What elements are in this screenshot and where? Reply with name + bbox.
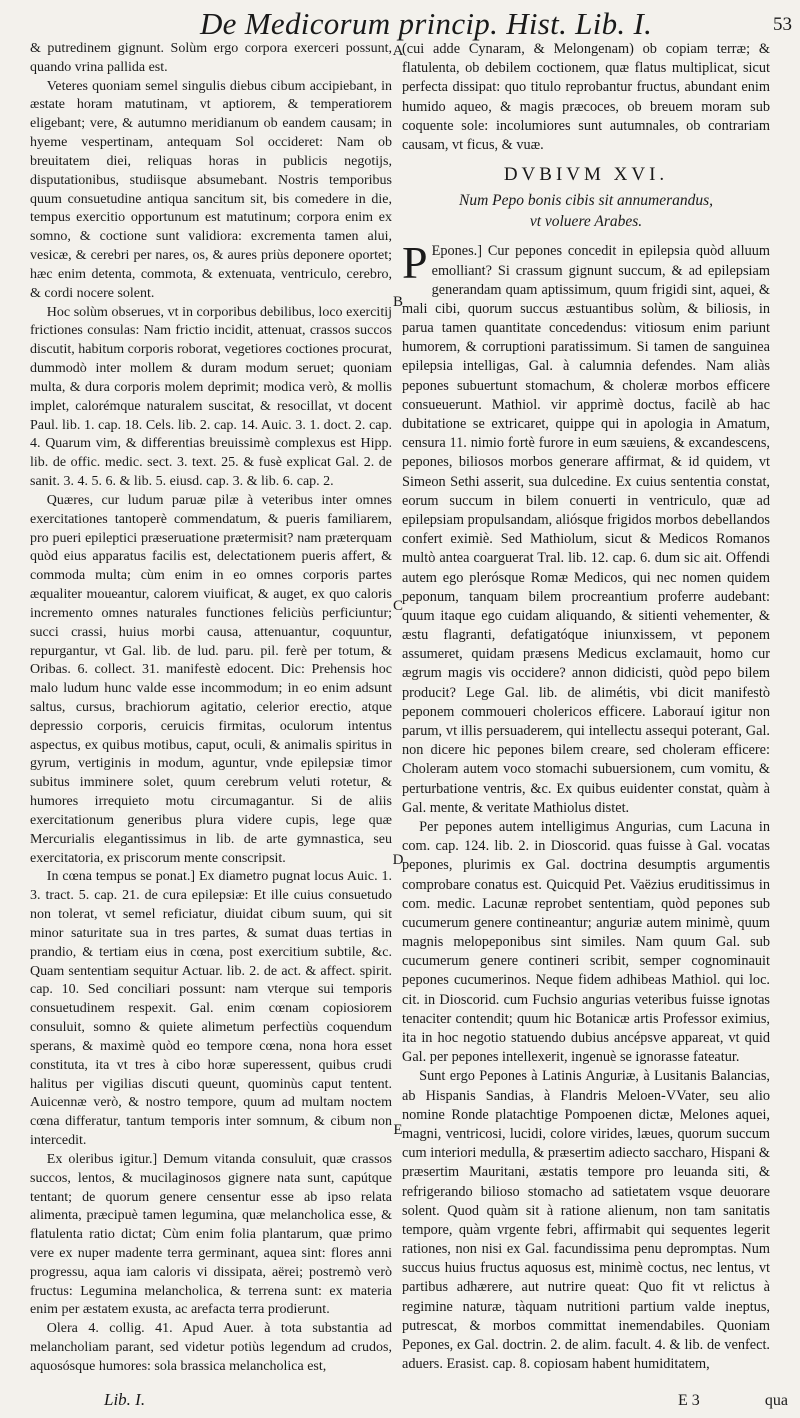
paragraph: Sunt ergo Pepones à Latinis Anguriæ, à Lusitanis Balancias, ab Hispanis Sandias, à Flandris Meloen-VVater, seu alio nomine Ronde platachtige Pompoenen dictæ, Melones aquei, magni, ventricosi, lucidi, colore virides, læues, quorum succum cum interiori medulla, & præsertim adiecto saccharo, Hispani & præsertim Mauritani, æstatis tempore pro leuanda siti, & refrigerando bilioso stomacho ad satietatem vsque deuorare solent. Quod quàm sit à ratione alienum, non tam sanitatis tempore, quàm vrgente febri, affirmabit qui sequentes legerit rationes, non nisi ex Gal. facundissima penu depromptas. Num succus huius fructus aquosus est, minimè coctus, nec lentus, vt partibus adhærere, aut nutrire queat: Quo fit vt relictus à regimine naturæ, tàquam nutritioni partium valde ineptus, putrescat, & morbos committat inemendabiles. Quoniam Pepones, ex Gal. doctrin. 2. de alim. facult. 4. & lib. de venfect. aduers. Erasist. cap. 8. copiosam habent humiditatem, <box>402 1068 770 1373</box>
paragraph: & putredinem gignunt. Solùm ergo corpora exerceri possunt, quando vrina pallida est. <box>30 41 392 75</box>
question-line: Num Pepo bonis cibis sit annumerandus, <box>458 192 714 210</box>
margin-letter-a: A <box>392 43 404 59</box>
right-column <box>402 40 770 1374</box>
paragraph: Hoc solùm obserues, vt in corporibus debilibus, loco exercitij frictiones consulas: Nam frictio incidit, attenuat, crassos succos discutit, habitum corporis roborat, vegetiores coctiones procurat, dummodò inter mollem & duram modum seruet; quoniam multa, & dura corporis molem deprimit; modica verò, & mollis implet, calorémque naturalem suscitat, & resocillat, vt docent Paul. lib. 1. cap. 18. Cels. lib. 2. cap. 14. Auic. 3. 1. doct. 2. cap. 4. Quarum vim, & differentias breuissimè complexus est Hipp. lib. de offic. medic. sect. 3. text. 25. & fusè explicat Gal. 2. de sanit. 3. 4. 5. 6. & lib. 5. eiusd. cap. 3. & lib. 6. cap. 2. <box>30 304 392 490</box>
paragraph: Ex oleribus igitur.] Demum vitanda consuluit, quæ crassos succos, lentos, & mucilaginosos gignere nata sunt, capútque tentant; de quorum genere censentur esse ab ipso relata alimenta, præcipuè tamen legumina, quæ melancholica esse, & flatulenta ratio dictat; Cùm enim folia plantarum, quæ primo vere ex nuper madente terra germinant, aquea sint: flores anni progressu, aqua iam caloris vi dissipata, aërei; postremò verò fructus: Legumina melancholica, & terrena sunt: ex materia enim per æstatem exusta, ac arefacta terra prodierunt. <box>30 1151 392 1318</box>
page-number: 53 <box>773 14 792 35</box>
paragraph <box>402 237 770 818</box>
paragraph: Olera 4. collig. 41. Apud Auer. à tota substantia ad melancholiam parant, sed videtur potiùs legendum ad crudos, aquosósque humores: sola brassica melancholica est, <box>30 1321 392 1374</box>
margin-letter-e: E <box>393 1122 403 1138</box>
footer-book-label: Lib. I. <box>104 1390 146 1409</box>
margin-letter-c: C <box>392 598 403 614</box>
paragraph: (cui adde Cynaram, & Melongenam) ob copiam terræ; & flatulenta, ob debilem coctionem, quæ flatus multiplicat, sicut perfecta dissipat: quo titulo reprobantur fructus, abundant enim humido aqueo, & magis præcoces, ob breuem moram sub coquente sole: incolumiores sunt autumnales, ob contrariam causam, vt ficus, & vuæ. <box>402 41 770 153</box>
section-heading: DVBIVM XVI. <box>503 164 669 186</box>
margin-letter-b: B <box>392 294 403 310</box>
drop-cap: P <box>402 237 428 289</box>
paragraph: In cœna tempus se ponat.] Ex diametro pugnat locus Auic. 1. 3. tract. 5. cap. 21. de cura epilepsiæ: Et ille cuius consuetudo non tolerat, vt semel reficiatur, diuidat cibum suum, qui sit minor saturitate sua in tres partes, & sumat duas tertias in prandio, & tertiam eius in cœna, post exercitium subtile, &c. Quam sententiam sequitur Actuar. lib. 2. de act. & affect. spirit. cap. 10. Sed conciliari possunt: nam vterque sui temporis consuetudinem respexit. Gal. enim cœnam copiosiorem consuluit, somno & quiete alimetum perfectiùs coquendum sperans, & maximè quòd eo tempore cœna, nona hora esset constituta, ita vt tres à cibo horæ superessent, quibus crudi halitus per vigilias discuti queunt, quominùs caput tentent. Auicennæ verò, & nostro tempore, quum ad multam noctem cœna differatur, tantum temporis inter somnum, & cibum non intercedit. <box>30 869 392 1149</box>
question-line: vt voluere Arabes. <box>529 213 643 231</box>
paragraph: Veteres quoniam semel singulis diebus cibum accipiebant, in æstate horam matutinam, vt aptiorem, & temperatiorem eligebant; vere, & autumno meridianum ob eandem causam; in hyeme vespertinam, antequam Sol occideret: Nam ob breuitatem diei, reliquas horas in publicis negotijs, disputationibus, studiisque absumebant. Nostris temporibus quum consuetudine antiqua sancitum sit, bis comedere in die, tempus exercitio opportunum est matutinum; corpora enim ex somno, & coctione sunt validiora: excrementa tamen alui, vesicæ, & cerebri per nares, os, & aures priùs deponere oportet; hæc enim detenta, commota, & extenuata, ventriculo, cerebro, & cordi nocere solent. <box>30 78 392 301</box>
paragraph-text: Epones.] Cur pepones concedit in epilepsia quòd alluum emolliant? Si crassum gignunt succum, & ad epilepsiam generandam quam aptissimum, quum frigidi sint, aquei, & mali cibi, quorum succus æstuantibus solùm, & biliosis, in parua tamen quantitate concedendus: vitiosum enim pariunt humorem, & corruptioni paratissimum. Si tamen de sanguinea epilepsia intelligas, Gal. à calumnia defendes. Nam aliàs pepones subuertunt stomachum, & choleræ morbos efficere consueuerunt. Mathiol. vir apprimè doctus, facilè ab hac dubitatione se extricaret, quippe qui in apologia in Amatum, censura 11. nimio fortè furore in eum sæuiens, & excandescens, pepones, biliosos morbos generare affirmat, & id quidem, vt Simeon Sethi asserit, sua dulcedine. Ex cuius sententia constat, eorum succum in bilem conuerti in ventriculo, quæ ad epilepsiam propulsandam, aliósque frigidos morbos debellandos confert eximiè. Sed Mathiolum, sicut & Medicos Romanos multò antea coarguerat Tral. lib. 12. cap. 6. dum sic ait. Offendi autem ego plerósque Romæ Medicos, qui nec nomen quidem peponum, tanquam bilem procreantium proferre audebant: quum itaque ego cuidam aliquando, & sitienti vehementer, & æstu flagranti, defatigatóque iniunxissem, vt peponem assumeret, quidam præsens Medicus exclamauit, homo cur ægrum magis vis occidere? annon didicisti, quòd pepo bilem producit? Lege Gal. lib. de alimétis, vbi dicit manifestò peponem commoueri cholericos efficere. Laborauí igitur non parum, vt illis persuaderem, qui intellectu assequi poterant, Gal. non dicere hic pepones bilem creare, sed choleram efficere: Choleram autem voco stomachi subuersionem, cum vomitu, & perturbatione ventris, &c. Ex quibus euidenter constat, quàm à Gal. mente, & veritate Mathiolus distet. <box>402 243 770 816</box>
margin-letter-d: D <box>392 852 404 868</box>
running-title: De Medicorum princip. Hist. Lib. I. <box>200 6 653 41</box>
paragraph: Quæres, cur ludum paruæ pilæ à veteribus inter omnes exercitationes tantoperè commendatum, & pueris familiarem, pro pueri epileptici præseruatione prætermisit? nam præterquam quòd eius apparatus facilis est, delectationem pueris affert, & commoda multa; cùm enim in eo omnes corporis partes æqualiter moueantur, calorem viuificat, & auget, ex quo caloris incremento omnes naturales functiones feliciùs perficiuntur; succi crassi, huius morbi causa, attenuantur, coquuntur, repurgantur, vt Gal. lib. de lud. paru. pil. ferè per totum, & Oribas. 6. collect. 31. manifestè edocent. Dic: Prehensis hoc malo ludum hunc valde esse incommodum; in eo enim adsunt saltus, cursus, brachiorum agitatio, celerior erectio, atque depressio corporis, ceruicis firmitas, oculorum intentus aspectus, ex quibus motibus, caput, oculi, & animalis spiritus in gyrum, vertiginis in modum, aguntur, vnde epilepsiæ timor subitus imminere solet, quum cerebrum veluti rotetur, & humores irrequieto motu circumagantur. Si de aliis exercitationum generibus plura videre cupis, lege quæ Mercurialis elegantissimus in lib. de arte gymnastica, seu exercitatoria, ex priscorum mente conscripsit. <box>30 492 392 866</box>
left-column <box>30 40 392 1377</box>
paragraph: Per pepones autem intelligimus Angurias, cum Lacuna in com. cap. 124. lib. 2. in Dioscorid. quas fuisse à Gal. vocatas pepones, plurimis ex Gal. doctrina desumptis argumentis comprobare conatus est. Quicquid Pet. Vaëzius eruditissimus in com. medic. Lacunæ reprobet sententiam, quòd pepones sub cucumerum genere contineantur; anguriæ autem minimè, quum magnis melopeponibus sint similes. Nam quum Gal. sub cucumerum genere contineri scribit, semper cognominauit pepones cucumerinos. Neque fidem adhibeas Mathiol. qui loc. cit. in Dioscorid. cum Fuchsio angurias veteribus fuisse ignotas tenaciter contendit; quum hic Botanicæ artis Professor eximius, ita in hoc negotio statuendo dubius ancépsve appareat, vt quid Gal. per pepones intellexerit, ingenuè se ignorasse fateatur. <box>402 818 770 1066</box>
footer-signature: E 3 <box>678 1392 700 1409</box>
footer-catchword: qua <box>764 1392 788 1409</box>
running-head <box>0 4 800 42</box>
section-question <box>420 190 752 232</box>
